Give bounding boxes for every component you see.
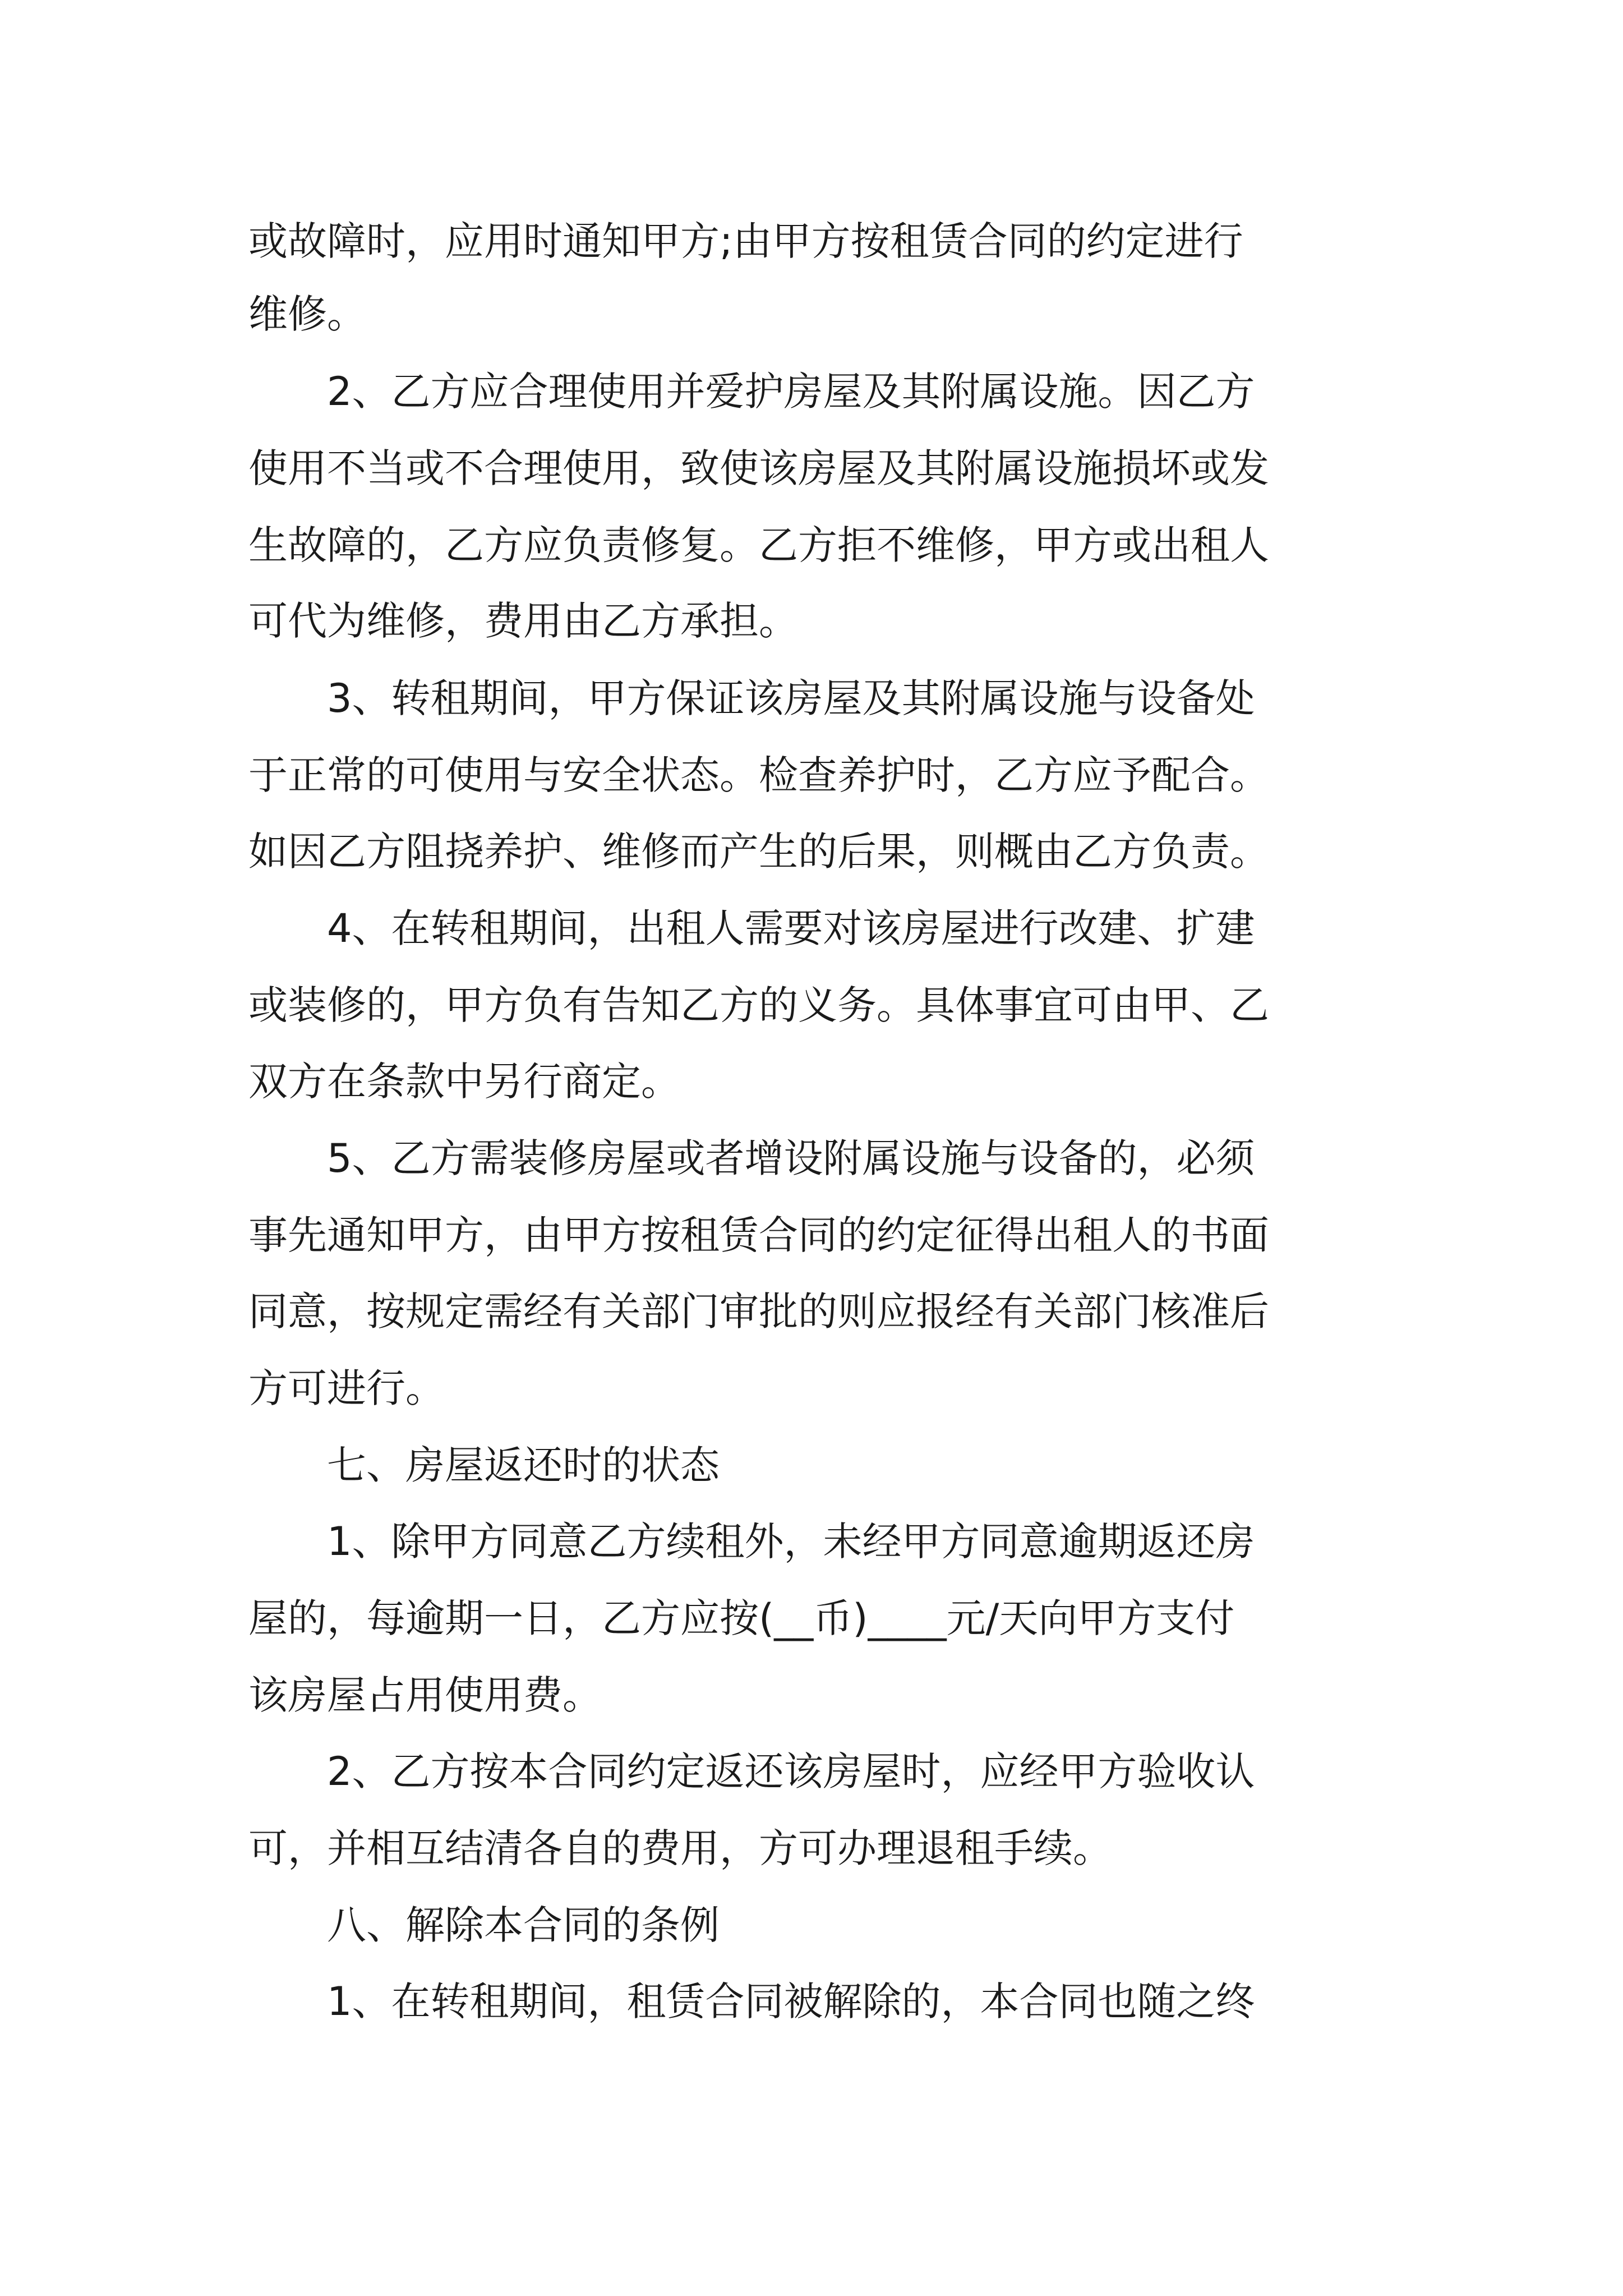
paragraph-line: 或装修的，甲方负有告知乙方的义务。具体事宜可由甲、乙 — [248, 982, 1269, 1028]
paragraph-line: 或故障时，应用时通知甲方;由甲方按租赁合同的约定进行 — [248, 218, 1243, 264]
paragraph-line: 如因乙方阻挠养护、维修而产生的后果，则概由乙方负责。 — [248, 829, 1269, 875]
paragraph-line: 可，并相互结清各自的费用，方可办理退租手续。 — [248, 1825, 1112, 1871]
paragraph-line: 可代为维修，费用由乙方承担。 — [248, 598, 798, 644]
paragraph-line: 1、在转租期间，租赁合同被解除的，本合同也随之终 — [327, 1978, 1255, 2024]
paragraph-line: 5、乙方需装修房屋或者增设附属设施与设备的，必须 — [327, 1135, 1255, 1181]
paragraph-line: 于正常的可使用与安全状态。检查养护时，乙方应予配合。 — [248, 752, 1269, 798]
paragraph-line: 维修。 — [248, 291, 366, 337]
paragraph-line: 同意，按规定需经有关部门审批的则应报经有关部门核准后 — [248, 1289, 1269, 1335]
paragraph-line: 该房屋占用使用费。 — [248, 1672, 602, 1718]
paragraph-line: 3、转租期间，甲方保证该房屋及其附属设施与设备处 — [327, 675, 1255, 721]
paragraph-line: 4、在转租期间，出租人需要对该房屋进行改建、扩建 — [327, 905, 1255, 951]
paragraph-line: 事先通知甲方，由甲方按租赁合同的约定征得出租人的书面 — [248, 1212, 1269, 1258]
paragraph-line: 使用不当或不合理使用，致使该房屋及其附属设施损坏或发 — [248, 445, 1269, 491]
paragraph-line: 生故障的，乙方应负责修复。乙方拒不维修，甲方或出租人 — [248, 522, 1269, 568]
paragraph-line: 方可进行。 — [248, 1365, 445, 1411]
section-heading: 七、房屋返还时的状态 — [327, 1442, 720, 1488]
paragraph-line: 双方在条款中另行商定。 — [248, 1059, 680, 1105]
paragraph-line: 屋的，每逾期一日，乙方应按(__币)____元/天向甲方支付 — [248, 1595, 1235, 1641]
section-heading: 八、解除本合同的条例 — [327, 1902, 720, 1948]
paragraph-line: 2、乙方按本合同约定返还该房屋时，应经甲方验收认 — [327, 1749, 1255, 1795]
paragraph-line: 2、乙方应合理使用并爱护房屋及其附属设施。因乙方 — [327, 369, 1255, 415]
paragraph-line: 1、除甲方同意乙方续租外，未经甲方同意逾期返还房 — [327, 1519, 1255, 1565]
